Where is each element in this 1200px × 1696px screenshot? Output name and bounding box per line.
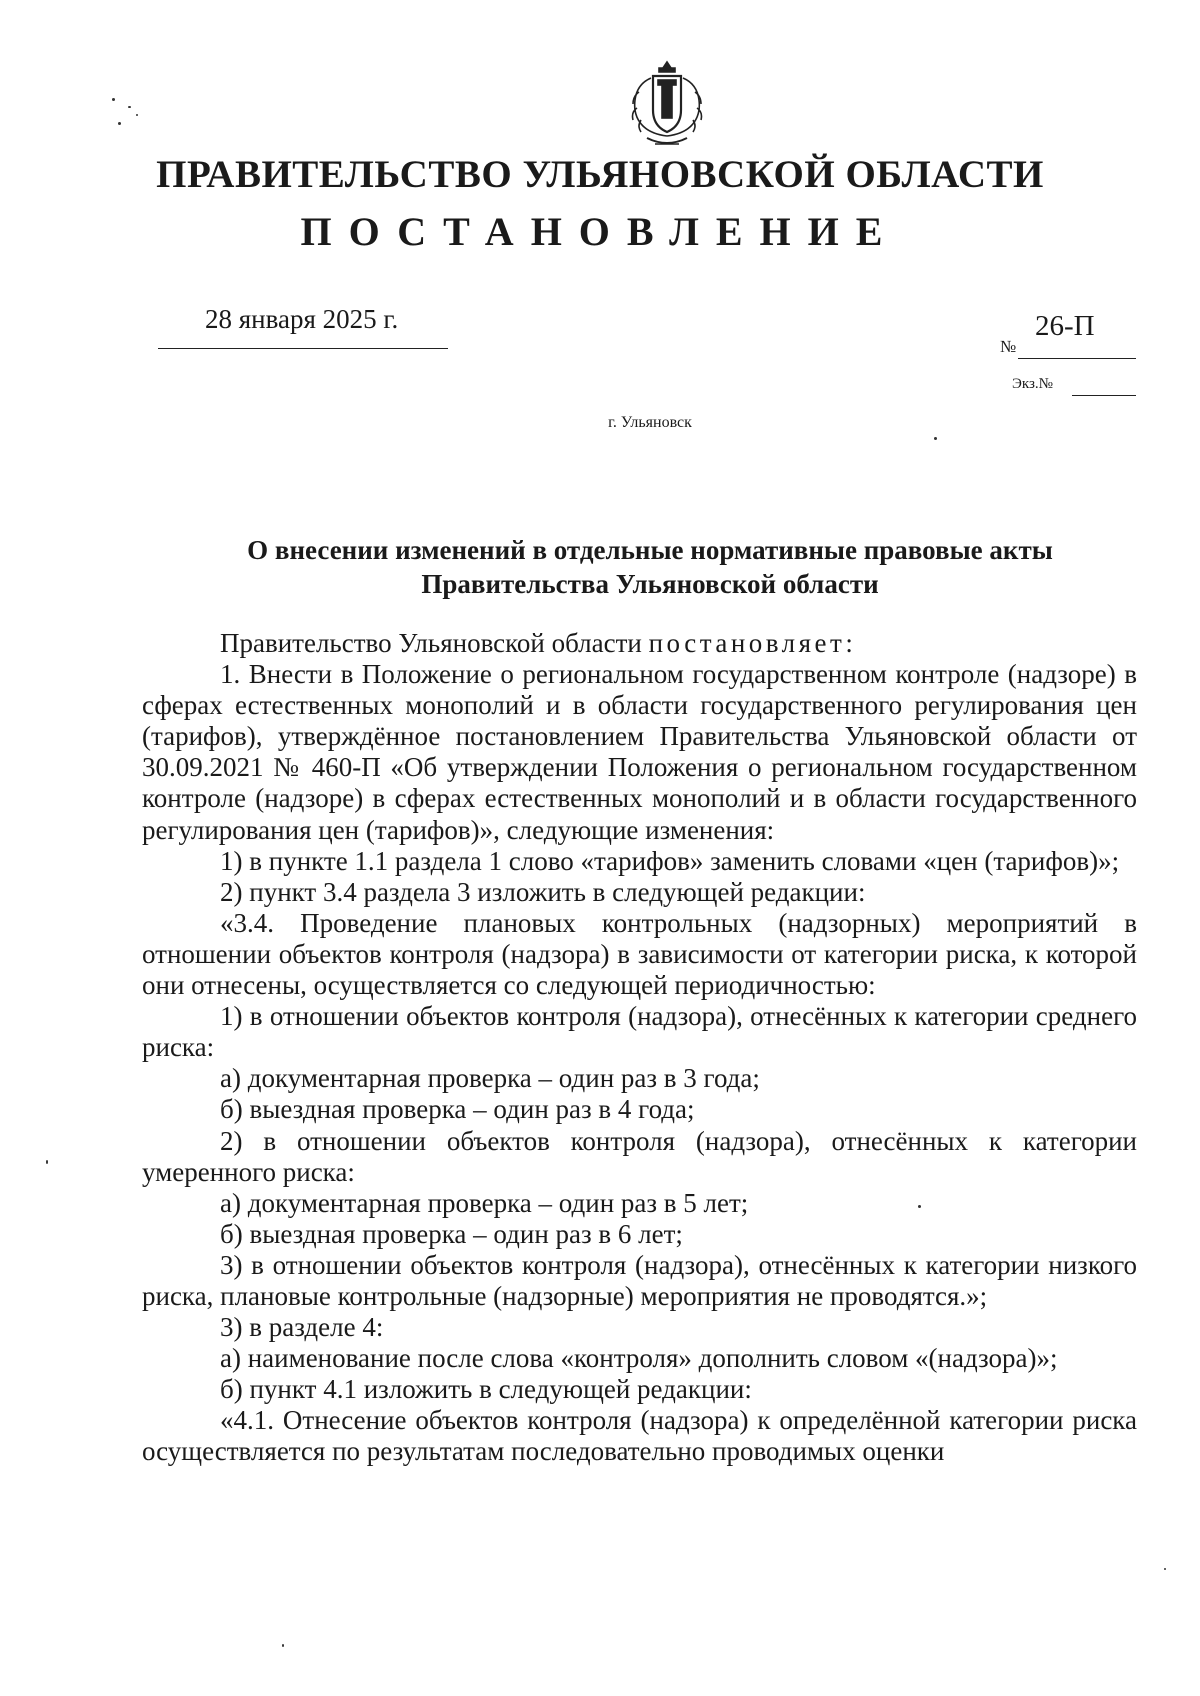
body-paragraph: а) документарная проверка – один раз в 3 года; xyxy=(220,1063,760,1094)
body-paragraph: 1) в пункте 1.1 раздела 1 слово «тарифов» заменить словами «цен (тарифов)»; xyxy=(220,845,1120,876)
coat-of-arms-icon xyxy=(625,58,709,154)
decree-subject xyxy=(150,533,1150,601)
body-paragraph: а) наименование после слова «контроля» дополнить словом «(надзора)»; xyxy=(220,1343,1058,1374)
government-title: ПРАВИТЕЛЬСТВО УЛЬЯНОВСКОЙ ОБЛАСТИ xyxy=(156,153,1044,196)
body-paragraph: б) пункт 4.1 изложить в следующей редакции: xyxy=(220,1374,752,1405)
body-paragraph: «3.4. Проведение плановых контрольных (надзорных) мероприятий в отношении объектов контроля (надзора) в зависимости от категории риска, к которой они отнесены, осуществляется со следующей периодичностью: xyxy=(142,907,1137,1001)
body-paragraph: 1) в отношении объектов контроля (надзора), отнесённых к категории среднего риска: xyxy=(142,1001,1137,1063)
number-underline xyxy=(1018,358,1136,359)
scan-speck xyxy=(1164,1568,1166,1570)
preamble xyxy=(142,628,1137,659)
body-paragraph: 2) пункт 3.4 раздела 3 изложить в следующей редакции: xyxy=(220,876,866,907)
body-paragraph: 3) в отношении объектов контроля (надзора), отнесённых к категории низкого риска, плановые контрольные (надзорные) мероприятия не проводятся.»; xyxy=(142,1249,1137,1311)
scan-speck xyxy=(136,114,138,116)
scan-speck xyxy=(46,1160,48,1164)
preamble-verb: постановляет: xyxy=(648,628,857,658)
body-paragraph: а) документарная проверка – один раз в 5 лет; xyxy=(220,1187,749,1218)
scan-speck xyxy=(934,437,937,440)
decree-date: 28 января 2025 г. xyxy=(205,304,399,334)
subject-line: О внесении изменений в отдельные нормативные правовые акты xyxy=(247,535,1053,565)
preamble-text: Правительство Ульяновской области xyxy=(220,628,649,658)
date-underline xyxy=(158,348,448,349)
scan-speck xyxy=(112,98,115,101)
body-paragraph: б) выездная проверка – один раз в 6 лет; xyxy=(220,1218,683,1249)
copy-number-label: Экз.№ xyxy=(1012,376,1053,392)
scan-speck xyxy=(918,1205,921,1208)
body-paragraph: 1. Внести в Положение о региональном государственном контроле (надзоре) в сферах естественных монополий и в области государственного регулирования цен (тарифов), утверждённое постановлением Правительства Ульяновской области от 30.09.2021 № 460-П «Об утверждении Положения о региональном государственном контроле (надзоре) в сферах естественных монополий и в области государственного регулирования цен (тарифов)», следующие изменения: xyxy=(142,659,1137,845)
scan-speck xyxy=(128,106,131,108)
number-sign: № xyxy=(1000,337,1017,356)
body-paragraph: 3) в разделе 4: xyxy=(220,1312,384,1343)
subject-line: Правительства Ульяновской области xyxy=(421,569,879,599)
body-paragraph: б) выездная проверка – один раз в 4 года; xyxy=(220,1094,695,1125)
body-paragraph: 2) в отношении объектов контроля (надзора), отнесённых к категории умеренного риска: xyxy=(142,1125,1137,1187)
copy-number-underline xyxy=(1072,395,1136,396)
scan-speck xyxy=(282,1644,284,1647)
city-name: г. Ульяновск xyxy=(608,414,692,431)
document-type-title: ПОСТАНОВЛЕНИЕ xyxy=(300,209,900,254)
decree-body xyxy=(142,628,1137,1468)
body-paragraph: «4.1. Отнесение объектов контроля (надзора) к определённой категории риска осуществляется по результатам последовательно проводимых оценки xyxy=(142,1405,1137,1467)
scan-speck xyxy=(118,122,121,125)
decree-number: 26-П xyxy=(1035,310,1095,342)
